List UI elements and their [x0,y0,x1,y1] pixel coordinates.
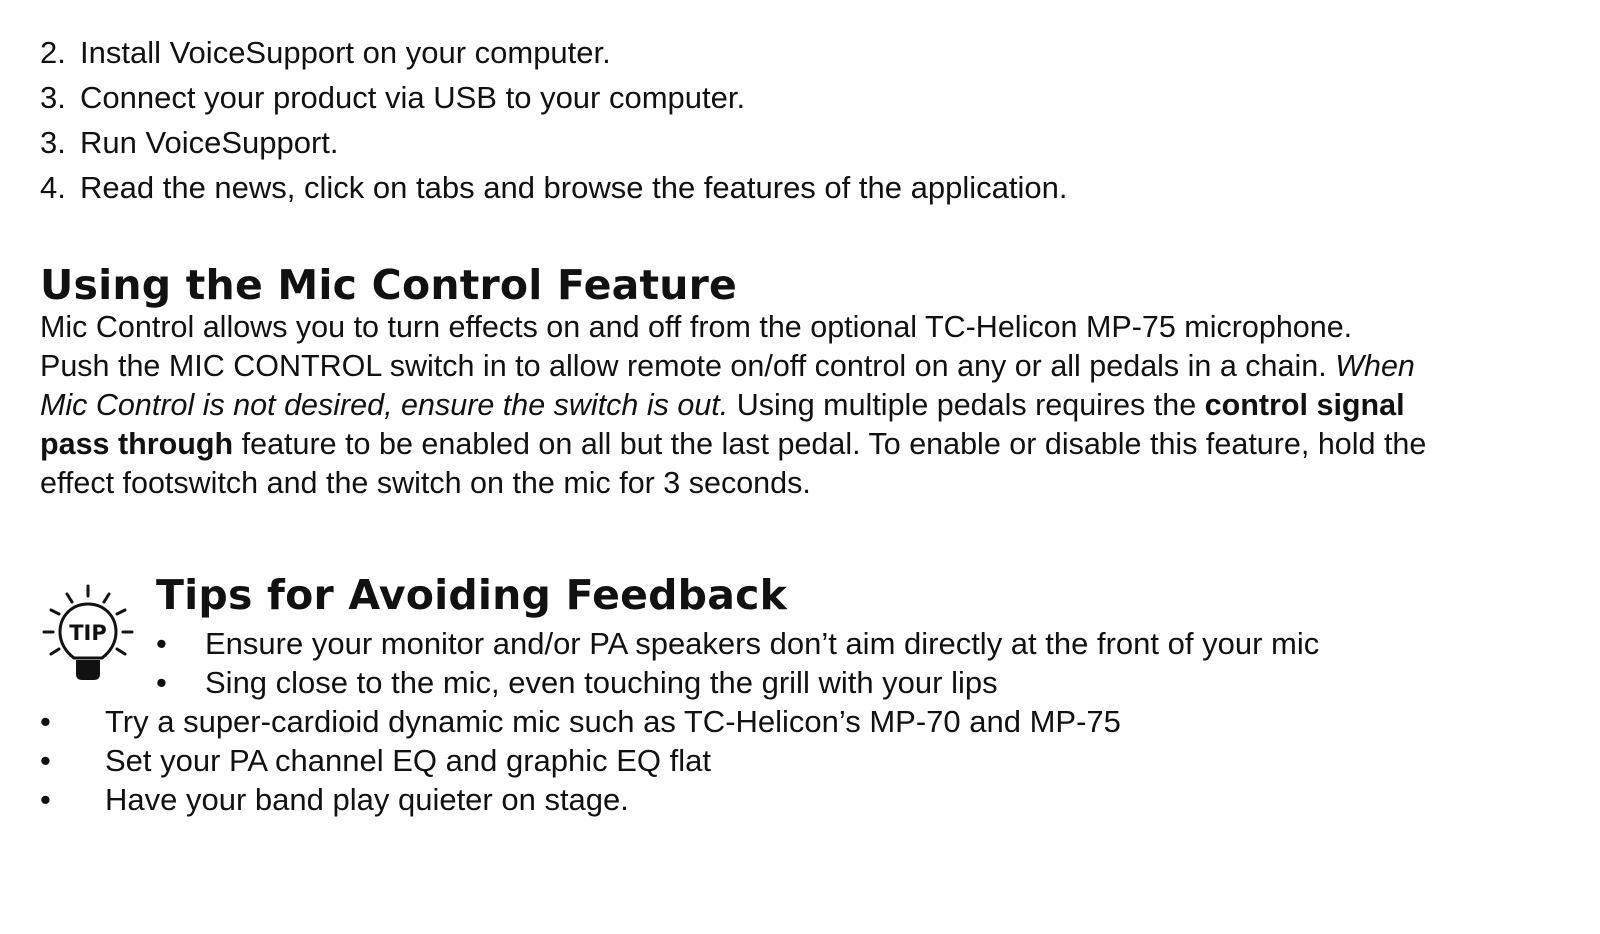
paragraph-text: Using multiple pedals requires the [736,388,1197,422]
paragraph-text: feature to be enabled on all but the last pedal. To enable or disable this feature, hold the [241,427,1427,461]
bullet-icon: • [156,665,167,700]
step-number: 2. [40,35,66,70]
bullet-icon: • [40,704,51,739]
step-text: Install VoiceSupport on your computer. [80,35,611,70]
lightbulb-tip-icon [40,582,138,686]
list-item [156,663,1319,702]
list-item [40,702,1121,741]
tip-text: Sing close to the mic, even touching the grill with your lips [205,665,998,700]
step-number: 4. [40,170,66,205]
tip-text: Have your band play quieter on stage. [105,782,629,817]
paragraph-line [40,347,1570,386]
tip-text: Set your PA channel EQ and graphic EQ flat [105,743,711,778]
step-item [40,165,1540,210]
step-text: Connect your product via USB to your computer. [80,80,746,115]
paragraph-italic-text: When [1335,349,1415,383]
list-item [40,741,1121,780]
list-item [40,780,1121,819]
bullet-icon: • [40,743,51,778]
paragraph-italic-text: Mic Control is not desired, ensure the switch is out. [40,388,729,422]
step-text: Run VoiceSupport. [80,125,339,160]
step-item [40,30,1540,75]
tips-list-indented [156,624,1319,702]
tip-text: Try a super-cardioid dynamic mic such as TC-Helicon’s MP-70 and MP-75 [105,704,1121,739]
paragraph-bold-text: pass through [40,427,234,461]
tips-list [40,702,1121,819]
mic-control-paragraph [40,308,1570,503]
paragraph-line [40,386,1570,425]
paragraph-line [40,425,1570,464]
step-text: Read the news, click on tabs and browse the features of the application. [80,170,1068,205]
step-number: 3. [40,125,66,160]
tip-text: Ensure your monitor and/or PA speakers don’t aim directly at the front of your mic [205,626,1320,661]
step-item [40,75,1540,120]
bullet-icon: • [40,782,51,817]
step-number: 3. [40,80,66,115]
paragraph-text: effect footswitch and the switch on the mic for 3 seconds. [40,466,811,500]
paragraph-bold-text: control signal [1204,388,1405,422]
list-item [156,624,1319,663]
tip-label: TIP [69,621,107,645]
paragraph-line [40,308,1570,347]
bullet-icon: • [156,626,167,661]
install-steps-list [40,30,1540,210]
feedback-tips-heading: Tips for Avoiding Feedback [156,571,788,619]
step-item [40,120,1540,165]
mic-control-heading: Using the Mic Control Feature [40,261,738,309]
paragraph-text: Mic Control allows you to turn effects on and off from the optional TC-Helicon MP-75 microphone. [40,310,1353,344]
paragraph-line [40,464,1570,503]
paragraph-text: Push the MIC CONTROL switch in to allow remote on/off control on any or all pedals in a chain. [40,349,1327,383]
